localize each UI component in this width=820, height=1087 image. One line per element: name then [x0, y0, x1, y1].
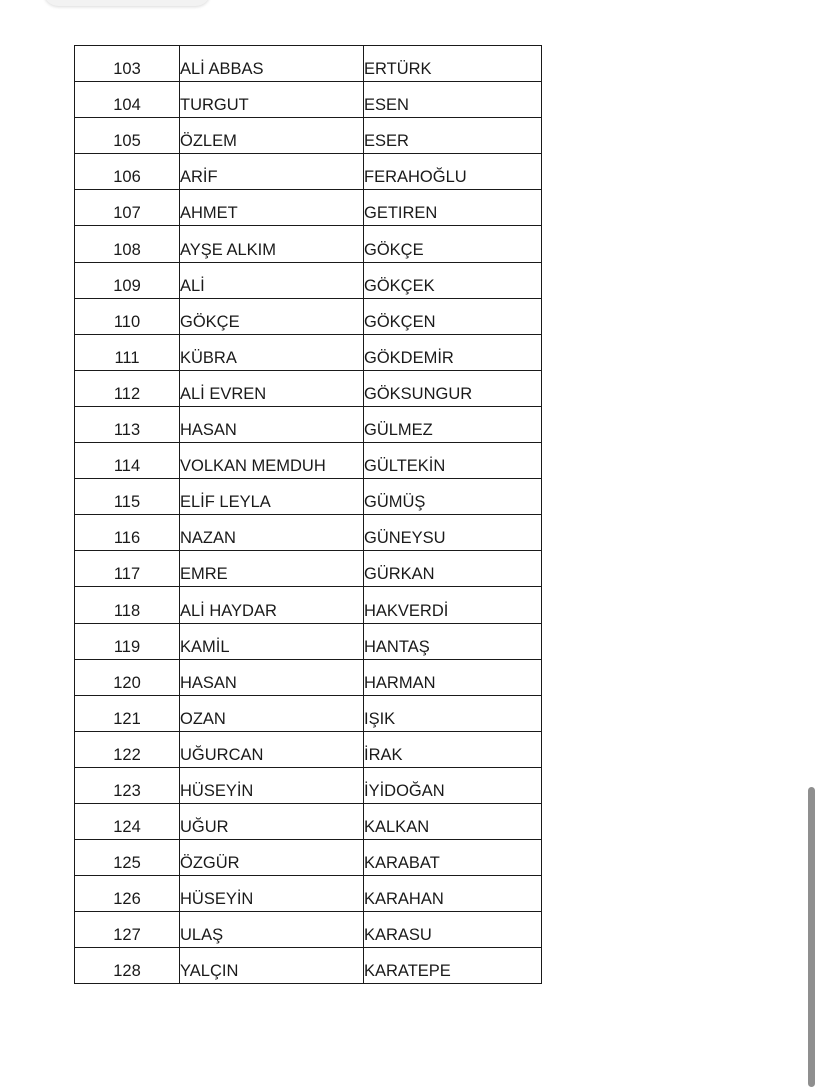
table-row — [75, 515, 542, 551]
last-name-cell: HAKVERDİ — [364, 587, 542, 623]
table-row — [75, 118, 542, 154]
last-name-cell: GÜNEYSU — [364, 515, 542, 551]
table-row — [75, 623, 542, 659]
last-name-cell: HARMAN — [364, 659, 542, 695]
first-name-cell: AYŞE ALKIM — [180, 226, 364, 262]
last-name-cell: GÖKÇEN — [364, 298, 542, 334]
vertical-scrollbar[interactable] — [808, 0, 816, 1079]
row-number: 117 — [75, 551, 180, 587]
first-name-cell: ALİ — [180, 262, 364, 298]
table-row — [75, 334, 542, 370]
table-row — [75, 479, 542, 515]
last-name-cell: İYİDOĞAN — [364, 767, 542, 803]
row-number: 105 — [75, 118, 180, 154]
first-name-cell: AHMET — [180, 190, 364, 226]
name-list-table — [74, 45, 542, 984]
last-name-cell: GÜLMEZ — [364, 406, 542, 442]
first-name-cell: VOLKAN MEMDUH — [180, 443, 364, 479]
row-number: 114 — [75, 443, 180, 479]
last-name-cell: HANTAŞ — [364, 623, 542, 659]
row-number: 119 — [75, 623, 180, 659]
row-number: 108 — [75, 226, 180, 262]
last-name-cell: IŞIK — [364, 695, 542, 731]
first-name-cell: TURGUT — [180, 82, 364, 118]
row-number: 113 — [75, 406, 180, 442]
first-name-cell: ALİ HAYDAR — [180, 587, 364, 623]
row-number: 103 — [75, 46, 180, 82]
table-row — [75, 876, 542, 912]
row-number: 126 — [75, 876, 180, 912]
table-row — [75, 154, 542, 190]
table-row — [75, 767, 542, 803]
last-name-cell: GÖKÇEK — [364, 262, 542, 298]
table-row — [75, 587, 542, 623]
row-number: 110 — [75, 298, 180, 334]
first-name-cell: ULAŞ — [180, 912, 364, 948]
row-number: 109 — [75, 262, 180, 298]
table-row — [75, 262, 542, 298]
row-number: 106 — [75, 154, 180, 190]
table-row — [75, 695, 542, 731]
last-name-cell: KALKAN — [364, 803, 542, 839]
last-name-cell: GÖKSUNGUR — [364, 370, 542, 406]
table-body — [75, 46, 542, 984]
row-number: 115 — [75, 479, 180, 515]
table-row — [75, 443, 542, 479]
first-name-cell: OZAN — [180, 695, 364, 731]
first-name-cell: ÖZGÜR — [180, 840, 364, 876]
top-toolbar-tab[interactable] — [44, 0, 210, 6]
first-name-cell: ARİF — [180, 154, 364, 190]
last-name-cell: İRAK — [364, 731, 542, 767]
last-name-cell: GÖKÇE — [364, 226, 542, 262]
scrollbar-thumb[interactable] — [808, 787, 815, 1087]
table-row — [75, 226, 542, 262]
row-number: 116 — [75, 515, 180, 551]
row-number: 104 — [75, 82, 180, 118]
row-number: 107 — [75, 190, 180, 226]
row-number: 121 — [75, 695, 180, 731]
table-row — [75, 659, 542, 695]
row-number: 125 — [75, 840, 180, 876]
row-number: 112 — [75, 370, 180, 406]
table-row — [75, 406, 542, 442]
row-number: 111 — [75, 334, 180, 370]
first-name-cell: UĞUR — [180, 803, 364, 839]
last-name-cell: ERTÜRK — [364, 46, 542, 82]
first-name-cell: HASAN — [180, 406, 364, 442]
table-row — [75, 840, 542, 876]
table-row — [75, 370, 542, 406]
last-name-cell: GÖKDEMİR — [364, 334, 542, 370]
last-name-cell: GÜMÜŞ — [364, 479, 542, 515]
last-name-cell: GETIREN — [364, 190, 542, 226]
first-name-cell: ALİ ABBAS — [180, 46, 364, 82]
last-name-cell: GÜLTEKİN — [364, 443, 542, 479]
table-row — [75, 731, 542, 767]
table-row — [75, 298, 542, 334]
last-name-cell: GÜRKAN — [364, 551, 542, 587]
first-name-cell: UĞURCAN — [180, 731, 364, 767]
row-number: 120 — [75, 659, 180, 695]
last-name-cell: KARAHAN — [364, 876, 542, 912]
last-name-cell: KARASU — [364, 912, 542, 948]
table-row — [75, 46, 542, 82]
table-row — [75, 803, 542, 839]
table-row — [75, 948, 542, 984]
first-name-cell: EMRE — [180, 551, 364, 587]
row-number: 127 — [75, 912, 180, 948]
table-row — [75, 551, 542, 587]
row-number: 128 — [75, 948, 180, 984]
row-number: 123 — [75, 767, 180, 803]
row-number: 122 — [75, 731, 180, 767]
last-name-cell: FERAHOĞLU — [364, 154, 542, 190]
first-name-cell: HÜSEYİN — [180, 876, 364, 912]
last-name-cell: KARABAT — [364, 840, 542, 876]
last-name-cell: ESER — [364, 118, 542, 154]
first-name-cell: YALÇIN — [180, 948, 364, 984]
first-name-cell: ELİF LEYLA — [180, 479, 364, 515]
first-name-cell: GÖKÇE — [180, 298, 364, 334]
first-name-cell: HÜSEYİN — [180, 767, 364, 803]
last-name-cell: KARATEPE — [364, 948, 542, 984]
first-name-cell: KÜBRA — [180, 334, 364, 370]
first-name-cell: NAZAN — [180, 515, 364, 551]
table-row — [75, 190, 542, 226]
last-name-cell: ESEN — [364, 82, 542, 118]
first-name-cell: ÖZLEM — [180, 118, 364, 154]
first-name-cell: ALİ EVREN — [180, 370, 364, 406]
table-row — [75, 912, 542, 948]
table-row — [75, 82, 542, 118]
first-name-cell: KAMİL — [180, 623, 364, 659]
row-number: 124 — [75, 803, 180, 839]
first-name-cell: HASAN — [180, 659, 364, 695]
row-number: 118 — [75, 587, 180, 623]
